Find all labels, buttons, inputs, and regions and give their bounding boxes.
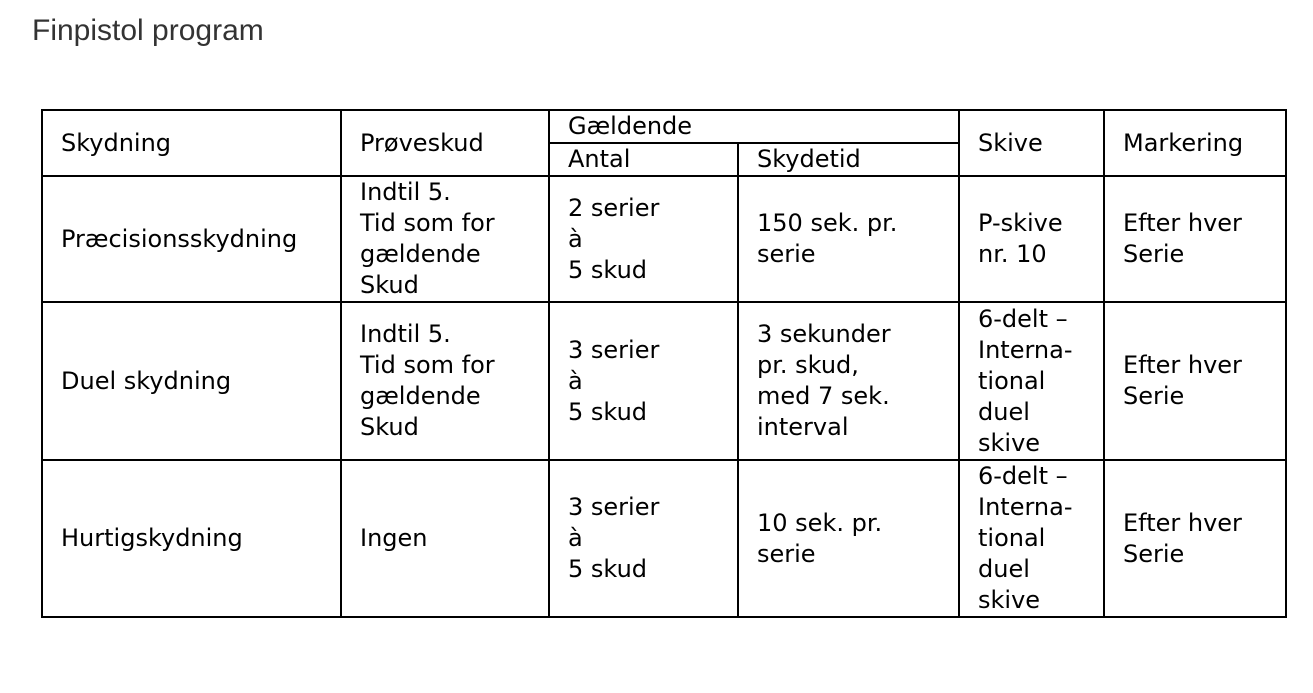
cell-antal: 2 serier à 5 skud <box>549 176 738 302</box>
program-table <box>41 109 1287 618</box>
cell-antal: 3 serier à 5 skud <box>549 302 738 460</box>
cell-skive: 6-delt – Interna- tional duel skive <box>959 460 1104 617</box>
cell-proveskud: Ingen <box>341 460 549 617</box>
cell-skydetid: 3 sekunder pr. skud, med 7 sek. interval <box>738 302 959 460</box>
cell-skydning: Præcisionsskydning <box>42 176 341 302</box>
table-row <box>42 176 1286 302</box>
header-skydetid: Skydetid <box>738 143 959 176</box>
header-markering: Markering <box>1104 110 1286 176</box>
cell-skive: 6-delt – Interna- tional duel skive <box>959 302 1104 460</box>
cell-markering: Efter hver Serie <box>1104 176 1286 302</box>
table-row <box>42 460 1286 617</box>
header-skydning: Skydning <box>42 110 341 176</box>
page-title: Finpistol program <box>32 14 264 47</box>
cell-proveskud: Indtil 5. Tid som for gældende Skud <box>341 176 549 302</box>
header-gaeldende: Gældende <box>549 110 959 143</box>
header-antal: Antal <box>549 143 738 176</box>
cell-markering: Efter hver Serie <box>1104 302 1286 460</box>
cell-skydning: Duel skydning <box>42 302 341 460</box>
cell-skydetid: 150 sek. pr. serie <box>738 176 959 302</box>
cell-skive: P-skive nr. 10 <box>959 176 1104 302</box>
cell-markering: Efter hver Serie <box>1104 460 1286 617</box>
cell-proveskud: Indtil 5. Tid som for gældende Skud <box>341 302 549 460</box>
header-proveskud: Prøveskud <box>341 110 549 176</box>
table-row <box>42 302 1286 460</box>
cell-skydetid: 10 sek. pr. serie <box>738 460 959 617</box>
cell-antal: 3 serier à 5 skud <box>549 460 738 617</box>
cell-skydning: Hurtigskydning <box>42 460 341 617</box>
header-row <box>42 110 1286 143</box>
header-skive: Skive <box>959 110 1104 176</box>
